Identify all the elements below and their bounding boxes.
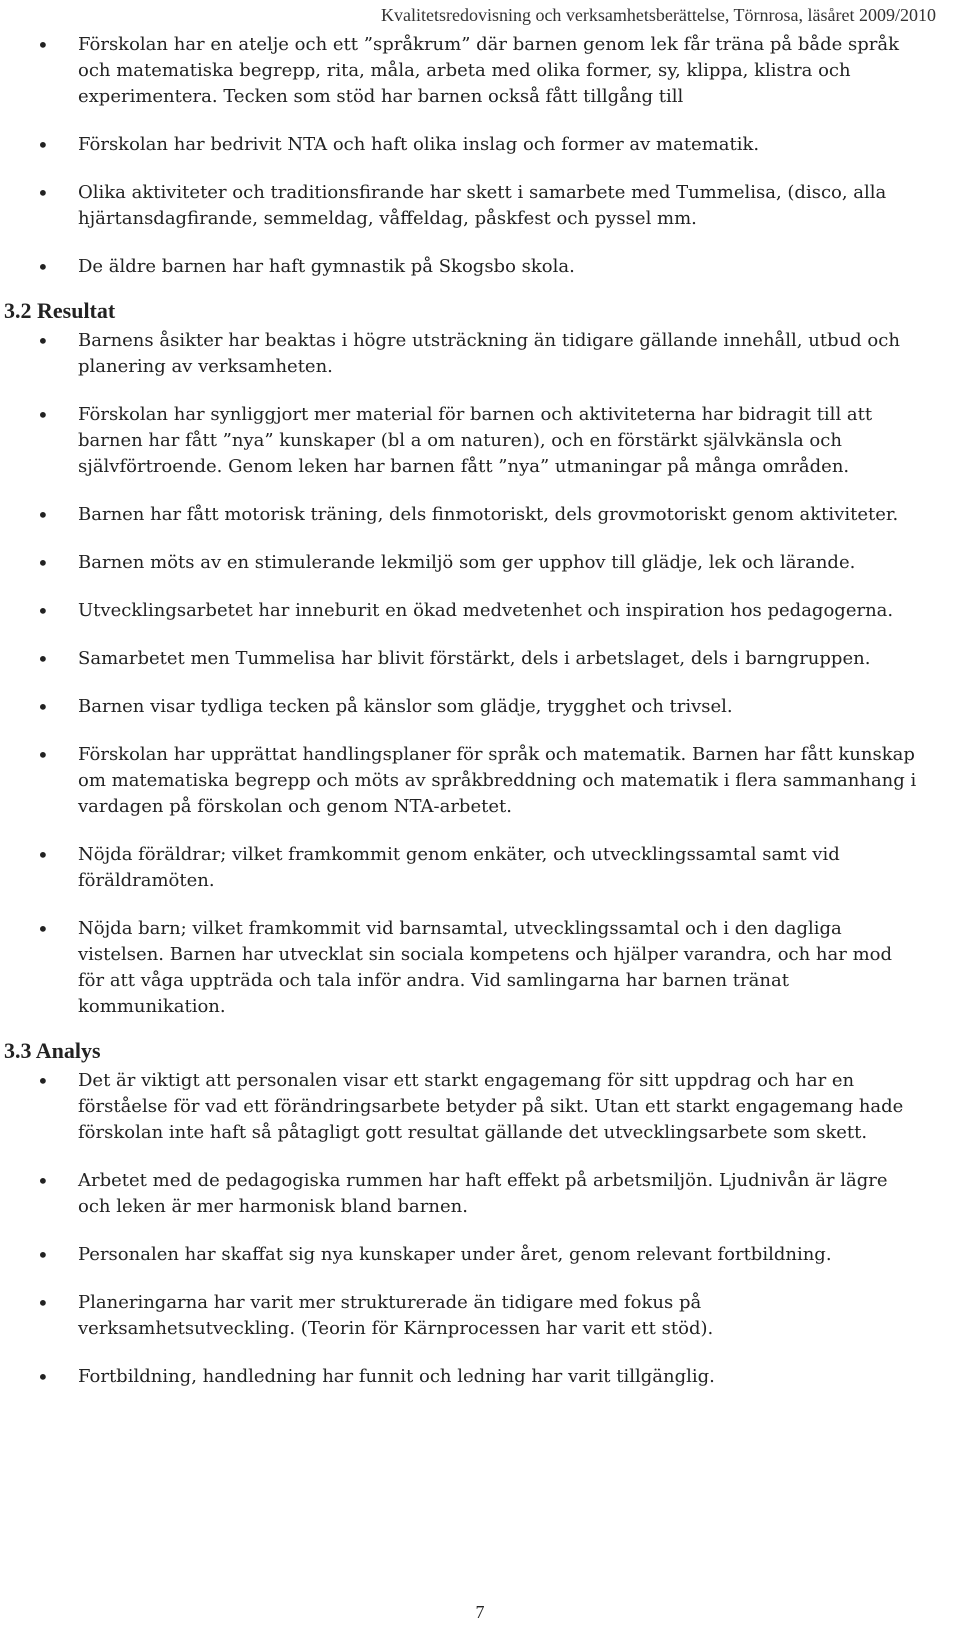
list-item: • Planeringarna har varit mer strukturerade än tidigare med fokus på verksamhetsutveckling. (Teorin för Kärnprocessen har varit ett stöd). xyxy=(37,1291,714,1339)
list-item: • Utvecklingsarbetet har inneburit en ökad medvetenhet och inspiration hos pedagogerna. xyxy=(37,599,894,623)
bullet-icon: • xyxy=(37,843,49,867)
document-body xyxy=(0,32,960,1390)
bullet-icon: • xyxy=(37,403,49,427)
bullet-icon: • xyxy=(37,1069,49,1093)
list-item: • Förskolan har upprättat handlingsplaner för språk och matematik. Barnen har fått kunskap om matematiska begrepp och möts av språkbreddning och matematik i flera sammanhang i vardagen på förskolan och genom NTA-arbetet. xyxy=(37,743,917,817)
bullet-icon: • xyxy=(37,599,49,623)
list-item: • De äldre barnen har haft gymnastik på Skogsbo skola. xyxy=(37,255,575,279)
list-item: • Personalen har skaffat sig nya kunskaper under året, genom relevant fortbildning. xyxy=(37,1243,832,1267)
list-item: • Fortbildning, handledning har funnit och ledning har varit tillgänglig. xyxy=(37,1365,715,1389)
list-item: • Förskolan har en atelje och ett ”språkrum” där barnen genom lek får träna på både språk och matematiska begrepp, rita, måla, arbeta med olika former, sy, klippa, klistra och experimentera. Tecken som stöd har barnen också fått tillgång till xyxy=(37,33,900,107)
section-heading-analys: 3.3 Analys xyxy=(4,1038,101,1063)
bullet-icon: • xyxy=(37,1169,49,1193)
section-heading-resultat: 3.2 Resultat xyxy=(4,298,116,323)
list-item: • Förskolan har synliggjort mer material för barnen och aktiviteterna har bidragit till att barnen har fått ”nya” kunskaper (bl a om naturen), och en förstärkt självkänsla och självförtroende. Genom leken har barnen fått ”nya” utmaningar på många områden. xyxy=(37,403,873,477)
bullet-icon: • xyxy=(37,647,49,671)
bullet-icon: • xyxy=(37,1243,49,1267)
bullet-icon: • xyxy=(37,133,49,157)
list-item: • Olika aktiviteter och traditionsfirande har skett i samarbete med Tummelisa, (disco, alla hjärtansdagfirande, semmeldag, våffeldag, påskfest och pyssel mm. xyxy=(37,181,887,229)
bullet-icon: • xyxy=(37,1291,49,1315)
list-item: • Barnens åsikter har beaktas i högre utsträckning än tidigare gällande innehåll, utbud och planering av verksamheten. xyxy=(37,329,900,377)
list-item: • Förskolan har bedrivit NTA och haft olika inslag och former av matematik. xyxy=(37,133,760,157)
list-item: • Nöjda föräldrar; vilket framkommit genom enkäter, och utvecklingssamtal samt vid föräldramöten. xyxy=(37,843,840,891)
bullet-icon: • xyxy=(37,503,49,527)
bullet-icon: • xyxy=(37,917,49,941)
bullet-icon: • xyxy=(37,255,49,279)
list-item: • Samarbetet men Tummelisa har blivit förstärkt, dels i arbetslaget, dels i barngruppen. xyxy=(37,647,871,671)
list-item: • Det är viktigt att personalen visar ett starkt engagemang för sitt uppdrag och har en förståelse för vad ett förändringsarbete betyder på sikt. Utan ett starkt engagemang hade förskolan inte haft så påtagligt gott resultat gällande det utvecklingsarbete som skett. xyxy=(37,1069,904,1143)
list-item: • Arbetet med de pedagogiska rummen har haft effekt på arbetsmiljön. Ljudnivån är lägre och leken är mer harmonisk bland barnen. xyxy=(37,1169,888,1217)
bullet-icon: • xyxy=(37,1365,49,1389)
list-item: • Nöjda barn; vilket framkommit vid barnsamtal, utvecklingssamtal och i den dagliga vistelsen. Barnen har utvecklat sin sociala kompetens och hjälper varandra, och har mod för att våga uppträda och tala inför andra. Vid samlingarna har barnen tränat kommunikation. xyxy=(37,917,893,1017)
bullet-icon: • xyxy=(37,695,49,719)
bullet-icon: • xyxy=(37,551,49,575)
list-item: • Barnen visar tydliga tecken på känslor som glädje, trygghet och trivsel. xyxy=(37,695,733,719)
bullet-icon: • xyxy=(37,33,49,57)
bullet-icon: • xyxy=(37,329,49,353)
list-item: • Barnen har fått motorisk träning, dels finmotoriskt, dels grovmotoriskt genom aktiviteter. xyxy=(37,503,899,527)
page-number: 7 xyxy=(475,1602,485,1622)
running-header: Kvalitetsredovisning och verksamhetsberättelse, Törnrosa, läsåret 2009/2010 xyxy=(380,5,936,25)
bullet-icon: • xyxy=(37,743,49,767)
bullet-icon: • xyxy=(37,181,49,205)
list-item: • Barnen möts av en stimulerande lekmiljö som ger upphov till glädje, lek och lärande. xyxy=(37,551,856,575)
